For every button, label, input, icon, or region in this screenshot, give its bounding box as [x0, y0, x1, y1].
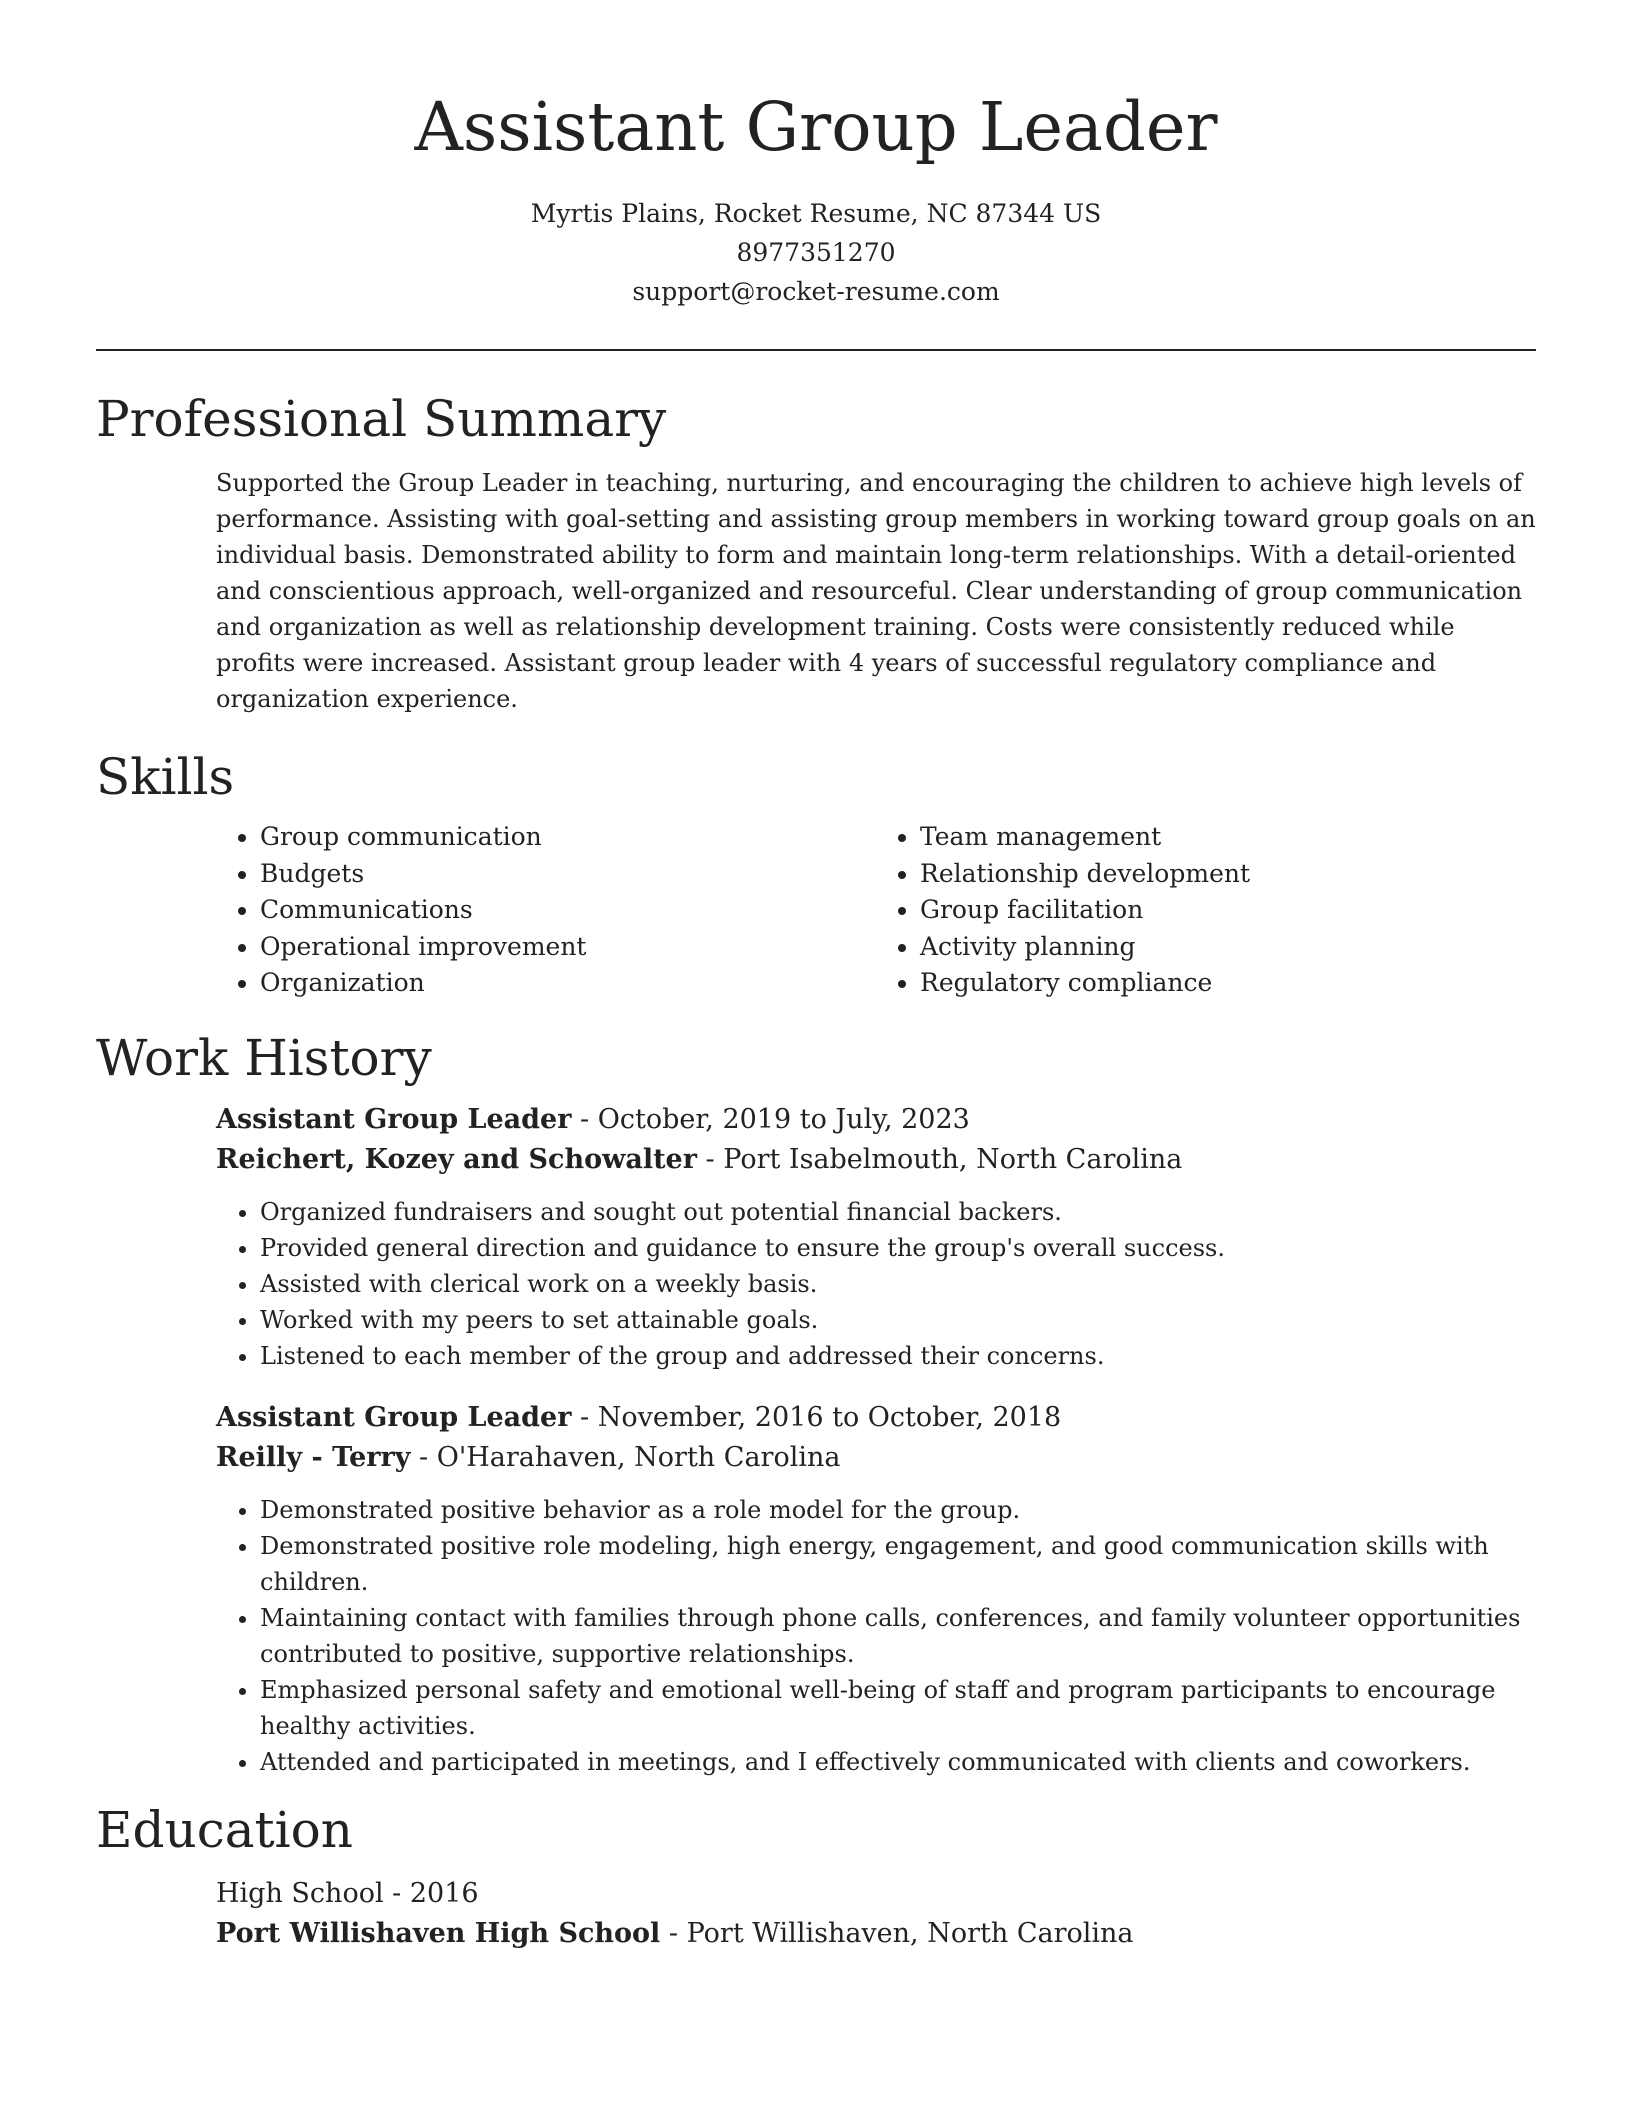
- candidate-name: Assistant Group Leader: [414, 88, 1218, 166]
- job-dates: - October, 2019 to July, 2023: [571, 1103, 970, 1135]
- job-title: Assistant Group Leader: [216, 1103, 572, 1135]
- job-duty: • Provided general direction and guidance to ensure the group's overall success.: [260, 1230, 1536, 1266]
- job-title-line: [216, 1100, 1536, 1140]
- resume-header: [96, 0, 1536, 311]
- job-duty: • Demonstrated positive role modeling, high energy, engagement, and good communication skills with children.: [260, 1528, 1536, 1600]
- degree-line: [216, 1874, 1536, 1914]
- job-company: Reilly - Terry: [216, 1441, 411, 1473]
- job-employer-line: [216, 1438, 1536, 1478]
- job-title: Assistant Group Leader: [216, 1401, 572, 1433]
- job-location: - Port Isabelmouth, North Carolina: [696, 1143, 1183, 1175]
- school-name: Port Willishaven High School: [216, 1917, 661, 1949]
- skills-section: [96, 745, 1536, 1002]
- address: Myrtis Plains, Rocket Resume, NC 87344 US: [530, 199, 1102, 228]
- job-duty: • Emphasized personal safety and emotional well-being of staff and program participants to encourage healthy activities.: [260, 1672, 1536, 1744]
- school-location: - Port Willishaven, North Carolina: [660, 1917, 1134, 1949]
- skill-item: • Relationship development: [920, 856, 1536, 893]
- job-duty: • Listened to each member of the group and addressed their concerns.: [260, 1338, 1536, 1374]
- degree: High School: [216, 1877, 384, 1909]
- job-duty: • Attended and participated in meetings, and I effectively communicated with clients and coworkers.: [260, 1744, 1536, 1780]
- skill-item: • Regulatory compliance: [920, 965, 1536, 1002]
- summary-text: Supported the Group Leader in teaching, nurturing, and encouraging the children to achieve high levels of performance. Assisting with goal-setting and assisting group members in working toward group goals on an individual basis. Demonstrated ability to form and maintain long-term relationships. With a detail-oriented and conscientious approach, well-organized and resourceful. Clear understanding of group communication and organization as well as relationship development training. Costs were consistently reduced while profits were increased. Assistant group leader with 4 years of successful regulatory compliance and organization experience.: [216, 469, 1536, 713]
- job-dates: - November, 2016 to October, 2018: [571, 1401, 1062, 1433]
- graduation-year: - 2016: [383, 1877, 479, 1909]
- job-duty: • Demonstrated positive behavior as a role model for the group.: [260, 1492, 1536, 1528]
- skill-item: • Activity planning: [920, 929, 1536, 966]
- job-duty: • Worked with my peers to set attainable goals.: [260, 1302, 1536, 1338]
- work-history-heading: Work History: [96, 1028, 432, 1087]
- job-entry: [216, 1100, 1536, 1374]
- skill-item: • Operational improvement: [260, 929, 876, 966]
- job-employer-line: [216, 1140, 1536, 1180]
- job-duties: [216, 1492, 1536, 1780]
- contact-info: [96, 194, 1536, 311]
- education-heading: Education: [96, 1800, 353, 1859]
- skills-column-left: [216, 819, 876, 1002]
- summary-section: [96, 387, 1536, 717]
- job-entry: [216, 1398, 1536, 1780]
- skill-item: • Group communication: [260, 819, 876, 856]
- skills-column-right: [876, 819, 1536, 1002]
- email: support@rocket-resume.com: [632, 277, 1000, 306]
- job-title-line: [216, 1398, 1536, 1438]
- school-line: [216, 1914, 1536, 1954]
- job-duty: • Organized fundraisers and sought out potential financial backers.: [260, 1194, 1536, 1230]
- skill-item: • Group facilitation: [920, 892, 1536, 929]
- job-duties: [216, 1194, 1536, 1374]
- skill-item: • Budgets: [260, 856, 876, 893]
- job-duty: • Maintaining contact with families through phone calls, conferences, and family volunteer opportunities contributed to positive, supportive relationships.: [260, 1600, 1536, 1672]
- job-location: - O'Harahaven, North Carolina: [410, 1441, 841, 1473]
- education-section: [96, 1798, 1536, 1954]
- job-company: Reichert, Kozey and Schowalter: [216, 1143, 697, 1175]
- summary-heading: Professional Summary: [96, 390, 667, 448]
- work-history-section: [96, 1026, 1536, 1780]
- job-duty: • Assisted with clerical work on a weekly basis.: [260, 1266, 1536, 1302]
- skill-item: • Organization: [260, 965, 876, 1002]
- skills-grid: [216, 819, 1536, 1002]
- skill-item: • Team management: [920, 819, 1536, 856]
- education-entry: [216, 1874, 1536, 1954]
- phone: 8977351270: [736, 238, 896, 267]
- skill-item: • Communications: [260, 892, 876, 929]
- skills-heading: Skills: [96, 748, 235, 806]
- header-divider: [96, 349, 1536, 351]
